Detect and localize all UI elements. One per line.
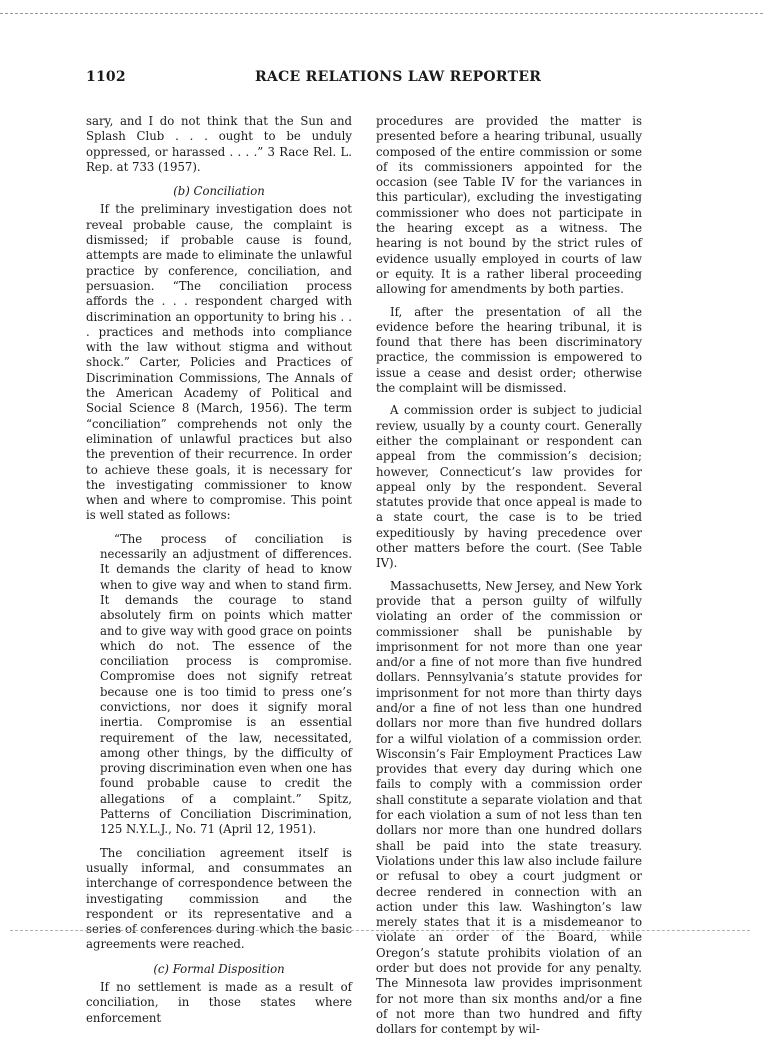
- section-heading-conciliation: (b) Conciliation: [173, 184, 265, 199]
- block-quote-spitz: “The process of conciliation is necessarily an adjustment of differences. It demands the clarity of head to know when to give way and when to stand firm. It demands the courage to stand absolutely firm on points which matter and to give way with good grace on points which do not. The essence of the conciliation process is compromise. Compromise does not signify retreat because one is too timid to press one’s convictions, nor does it signify moral inertia. Compromise is an essential requirement of the law, necessitated, among other things, by the difficulty of proving discrimination even when one has found probable cause to credit the allegations of a complaint.” Spitz, Patterns of Conciliation Discrimination, 125 N.Y.L.J., No. 71 (April 12, 1951).: [100, 531, 352, 837]
- left-paragraph-continued: sary, and I do not think that the Sun and Splash Club . . . ought to be unduly oppressed, or harassed . . . .” 3 Race Rel. L. Rep. at 733 (1957).: [86, 114, 352, 174]
- right-column: [376, 114, 642, 1038]
- running-head: RACE RELATIONS LAW REPORTER: [255, 69, 542, 85]
- page-number: 1102: [86, 69, 126, 85]
- bottom-border-rule: [10, 930, 750, 931]
- left-paragraph-agreement: The conciliation agreement itself is usually informal, and consummates an interchange of correspondence between the investigating commission and the respondent or its representative and a series of conferences during which the basic agreements were reached.: [86, 845, 352, 952]
- top-border-rule: [0, 13, 763, 14]
- right-paragraph-cease-desist: If, after the presentation of all the evidence before the hearing tribunal, it is found that there has been discriminatory practice, the commission is empowered to issue a cease and desist order; otherwise the complaint will be dismissed.: [376, 304, 642, 396]
- left-paragraph-conciliation: If the preliminary investigation does not reveal probable cause, the complaint is dismissed; if probable cause is found, attempts are made to eliminate the unlawful practice by conference, conciliation, and persuasion. “The conciliation process affords the . . . respondent charged with discrimination an opportunity to bring his . . . practices and methods into compliance with the law without stigma and without shock.” Carter, Policies and Practices of Discrimination Commissions, The Annals of the American Academy of Political and Social Science 8 (March, 1956). The term “conciliation” comprehends not only the elimination of unlawful practices but also the prevention of their recurrence. In order to achieve these goals, it is necessary for the investigating commissioner to know when and where to compromise. This point is well stated as follows:: [86, 202, 352, 523]
- left-column: [86, 114, 352, 1026]
- right-paragraph-hearing: procedures are provided the matter is presented before a hearing tribunal, usually composed of the entire commission or some of its commissioners appointed for the occasion (see Table IV for the variances in this particular), excluding the investigating commissioner who does not participate in the hearing except as a witness. The hearing is not bound by the strict rules of evidence usually employed in courts of law or equity. It is a rather liberal proceeding allowing for amendments by both parties.: [376, 114, 642, 297]
- left-paragraph-settlement: If no settlement is made as a result of conciliation, in those states where enforcement: [86, 980, 352, 1025]
- right-paragraph-penalties: Massachusetts, New Jersey, and New York provide that a person guilty of wilfully violating an order of the commission or commissioner shall be punishable by imprisonment for not more than one year and/or a fine of not more than five hundred dollars. Pennsylvania’s statute provides for imprisonment for not more than thirty days and/or a fine of not less than one hundred dollars nor more than five hundred dollars for a wilful violation of a commission order. Wisconsin’s Fair Employment Practices Law provides that every day during which one fails to comply with a commission order shall constitute a separate violation and that for each violation a sum of not less than ten dollars nor more than one hundred dollars shall be paid into the state treasury. Violations under this law also include failure or refusal to obey a court judgment or decree rendered in connection with an action under this law. Washington’s law merely states that it is a misdemeanor to violate an order of the Board, while Oregon’s statute prohibits violation of an order but does not provide for any penalty. The Minnesota law provides imprisonment for not more than six months and/or a fine of not more than two hundred and fifty dollars for contempt by wil-: [376, 578, 642, 1037]
- section-heading-formal-disposition: (c) Formal Disposition: [153, 961, 285, 976]
- right-paragraph-judicial-review: A commission order is subject to judicial review, usually by a county court. Generally either the complainant or respondent can appeal from the commission’s decision; however, Connecticut’s law provides for appeal only by the respondent. Several statutes provide that once appeal is made to a state court, the case is to be tried expeditiously by having precedence over other matters before the court. (See Table IV).: [376, 403, 642, 571]
